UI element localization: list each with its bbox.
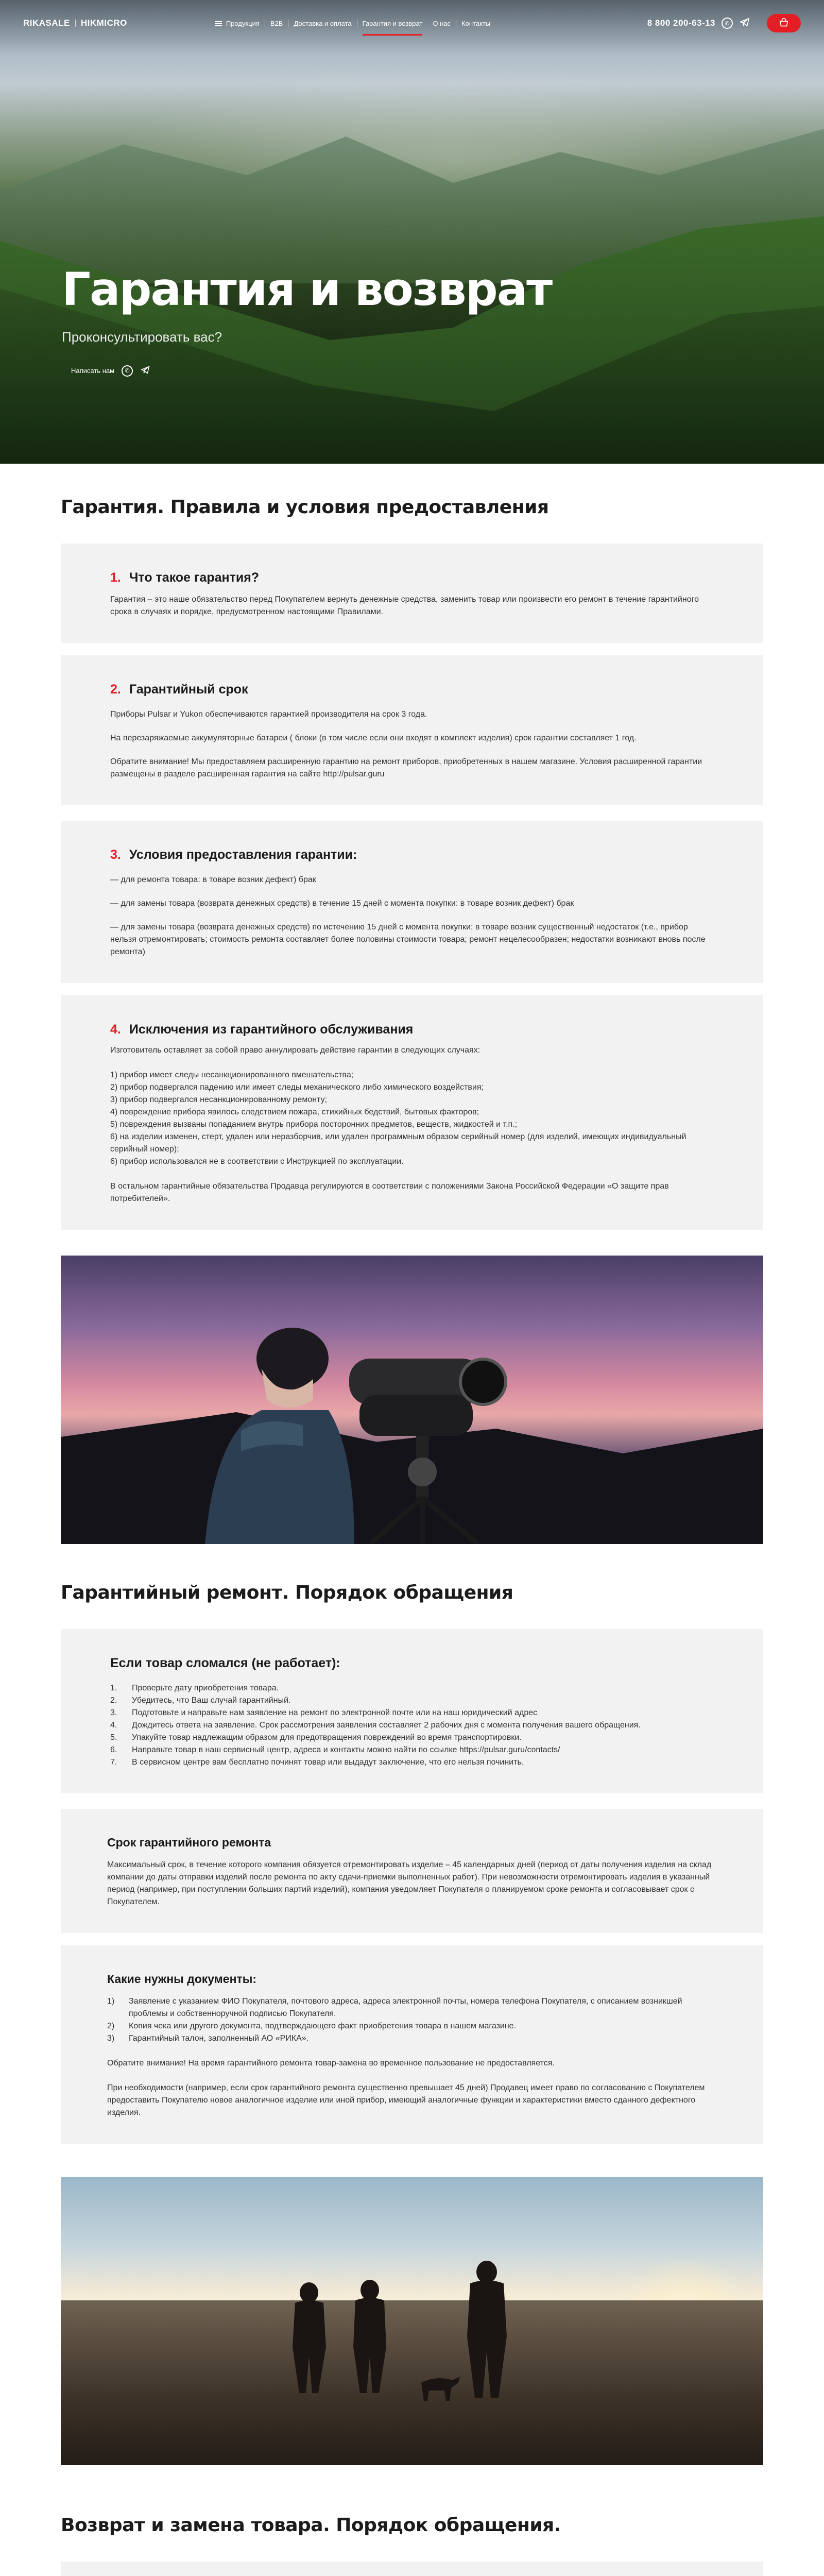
exclusion-item: 6) на изделии изменен, стерт, удален или неразборчив, или удален программным образом серийный номер (для изделий, имеющих индивидуальный серийный номер); bbox=[110, 1132, 686, 1154]
hero-banner bbox=[0, 0, 824, 464]
hero-whatsapp-icon[interactable]: ✆ bbox=[122, 365, 133, 377]
exclusion-item: 1) прибор имеет следы несанкционированного вмешательства; bbox=[110, 1071, 354, 1079]
warranty-section bbox=[61, 464, 763, 1230]
card-4-number: 4. bbox=[110, 1022, 121, 1037]
logo-rikasale: RIKASALE bbox=[23, 18, 70, 28]
broken-card bbox=[61, 1629, 763, 1793]
list-item: 5. Упакуйте товар надлежащим образом для предотвращения повреждений во время транспортировки. bbox=[110, 1732, 714, 1744]
repair-term-title-text: Срок гарантийного ремонта bbox=[107, 1836, 271, 1849]
warranty-card-2 bbox=[61, 655, 763, 805]
main-menu bbox=[210, 20, 495, 27]
burger-icon bbox=[215, 21, 222, 26]
logo-hikmicro: HIKMICRO bbox=[80, 18, 127, 28]
hero-telegram-icon[interactable] bbox=[140, 365, 150, 377]
repair-term-text: Максимальный срок, в течение которого компания обязуется отремонтировать изделие – 45 календарных дней (период от даты получения изделия на склад компании до даты отправки изделий после ремонта по акту сдачи-приемки выполненных работ). При невозможности отремонтировать изделия в указанный период (например, при поступлении больших партий изделий), компания уведомляет Покупателя о планируемом сроке ремонта и согласовывает срок с Покупателем. bbox=[107, 1860, 712, 1906]
list-item: 6. Направьте товар в наш сервисный центр, адреса и контакты можно найти по ссылке https://pulsar.guru/contacts/ bbox=[110, 1744, 714, 1756]
list-item-text: Заявление с указанием ФИО Покупателя, почтового адреса, адреса электронной почты, номера телефона Покупателя, с описанием возникшей проблемы и собственноручной подписью Покупателя. bbox=[129, 1997, 682, 2018]
exclusion-item: 2) прибор подвергался падению или имеет следы механического либо химического воздействия; bbox=[110, 1083, 484, 1092]
list-item-text: Дождитесь ответа на заявление. Срок рассмотрения заявления составляет 2 рабочих дня с момента получения вашего обращения. bbox=[132, 1721, 641, 1730]
page-title: Гарантия и возврат bbox=[62, 263, 552, 316]
list-item-text: В сервисном центре вам бесплатно починят товар или выдадут заключение, что его нельзя починить. bbox=[132, 1758, 524, 1767]
hunters-photo bbox=[61, 2177, 763, 2465]
exclusions-list bbox=[110, 1069, 714, 1168]
menu-item-contacts[interactable]: Контакты bbox=[456, 20, 495, 27]
card-4-heading bbox=[110, 1022, 714, 1037]
list-item: 1. Проверьте дату приобретения товара. bbox=[110, 1682, 714, 1694]
warranty-card-1 bbox=[61, 544, 763, 643]
list-item-text: Подготовьте и направьте нам заявление на ремонт по электронной почте или на наш юридический адрес bbox=[132, 1708, 538, 1717]
list-item: 3. Подготовьте и направьте нам заявление на ремонт по электронной почте или на наш юридический адрес bbox=[110, 1707, 714, 1719]
main-content bbox=[61, 464, 763, 2576]
phone-link[interactable]: 8 800 200-63-13 bbox=[647, 18, 715, 28]
binocular-scope bbox=[339, 1348, 524, 1544]
card-3-text-2: — для замены товара (возврата денежных средств) в течение 15 дней с момента покупки: в товаре возник дефект) брак bbox=[110, 899, 574, 908]
observer-photo bbox=[61, 1256, 763, 1544]
menu-item-warranty[interactable]: Гарантия и возврат bbox=[357, 20, 428, 27]
man-figure bbox=[184, 1297, 359, 1544]
list-item: 2. Убедитесь, что Ваш случай гарантийный. bbox=[110, 1694, 714, 1707]
card-2-text-3: Обратите внимание! Мы предоставляем расширенную гарантию на ремонт приборов, приобретенных в нашем магазине. Условия расширенной гарантии размещены в разделе расширенная гарантия на сайте http://pulsar.guru bbox=[110, 757, 702, 778]
list-item: 1) Заявление с указанием ФИО Покупателя, почтового адреса, адреса электронной почты, номера телефона Покупателя, с описанием возникшей проблемы и собственноручной подписью Покупателя. bbox=[107, 1995, 714, 2020]
broken-card-title-text: Если товар сломался (не работает): bbox=[110, 1656, 340, 1670]
repair-section bbox=[61, 1544, 763, 2144]
exclusion-item: 5) повреждения вызваны попаданием внутрь прибора посторонних предметов, веществ, жидкостей и т.п.; bbox=[110, 1120, 518, 1129]
card-1-title: Что такое гарантия? bbox=[129, 570, 260, 585]
card-1-number: 1. bbox=[110, 570, 121, 585]
list-item: 3) Гарантийный талон, заполненный АО «РИКА». bbox=[107, 2032, 714, 2045]
menu-item-products[interactable] bbox=[210, 20, 265, 27]
list-item: 7. В сервисном центре вам бесплатно починят товар или выдадут заключение, что его нельзя починить. bbox=[110, 1756, 714, 1769]
cart-icon bbox=[778, 18, 789, 29]
exclusion-item: 4) повреждение прибора явилось следствием пожара, стихийных бедствий, бытовых факторов; bbox=[110, 1108, 479, 1116]
hero-contact-actions bbox=[71, 365, 552, 377]
exclusion-item: 3) прибор подвергался несанкционированному ремонту; bbox=[110, 1095, 328, 1104]
broken-card-title bbox=[110, 1656, 714, 1671]
card-4-title: Исключения из гарантийного обслуживания bbox=[129, 1022, 414, 1037]
top-nav bbox=[0, 0, 824, 46]
nav-right bbox=[647, 14, 801, 32]
card-2-title: Гарантийный срок bbox=[129, 682, 248, 697]
documents-note: Обратите внимание! На время гарантийного ремонта товар-замена во временное пользование не предоставляется. bbox=[107, 2059, 555, 2067]
returns-card bbox=[61, 2562, 763, 2576]
returns-section bbox=[61, 2465, 763, 2576]
card-2-heading bbox=[110, 682, 714, 697]
list-item-text: Гарантийный талон, заполненный АО «РИКА». bbox=[129, 2034, 309, 2043]
card-3-heading bbox=[110, 848, 714, 862]
card-2-text-2: На перезаряжаемые аккумуляторные батареи ( блоки (в том числе если они входят в комплект изделия) срок гарантии составляет 1 год. bbox=[110, 734, 637, 742]
telegram-icon[interactable] bbox=[739, 16, 750, 30]
card-2-number: 2. bbox=[110, 682, 121, 697]
documents-card bbox=[61, 1945, 763, 2144]
list-item-text: Проверьте дату приобретения товара. bbox=[132, 1684, 279, 1692]
exclusion-item: 6) прибор использовался не в соответствии с Инструкцией по эксплуатации. bbox=[110, 1157, 404, 1166]
list-item-text[interactable]: Направьте товар в наш сервисный центр, адреса и контакты можно найти по ссылке https://pulsar.guru/contacts/ bbox=[132, 1745, 560, 1754]
list-item: 4. Дождитесь ответа на заявление. Срок рассмотрения заявления составляет 2 рабочих дня с момента получения вашего обращения. bbox=[110, 1719, 714, 1732]
warranty-section-title: Гарантия. Правила и условия предоставления bbox=[61, 497, 549, 518]
documents-title bbox=[107, 1972, 714, 1986]
card-1-text: Гарантия – это наше обязательство перед Покупателем вернуть денежные средства, заменить товар или произвести его ремонт в течение гарантийного срока в случаях и порядке, предусмотренном настоящими Правилами. bbox=[110, 595, 699, 616]
list-item-text: Упакуйте товар надлежащим образом для предотвращения повреждений во время транспортировки. bbox=[132, 1733, 522, 1742]
card-3-text-1: — для ремонта товара: в товаре возник дефект) брак bbox=[110, 875, 316, 884]
card-3-title: Условия предоставления гарантии: bbox=[129, 848, 357, 862]
cart-button[interactable] bbox=[767, 14, 801, 32]
warranty-card-3 bbox=[61, 821, 763, 983]
list-item-text: Убедитесь, что Ваш случай гарантийный. bbox=[132, 1696, 291, 1705]
broken-steps bbox=[110, 1682, 714, 1769]
repair-section-title: Гарантийный ремонт. Порядок обращения bbox=[61, 1582, 513, 1603]
documents-title-text: Какие нужны документы: bbox=[107, 1972, 257, 1986]
card-3-number: 3. bbox=[110, 848, 121, 862]
card-4-outro: В остальном гарантийные обязательства Продавца регулируются в соответствии с положениями Закона Российской Федерации «О защите прав потребителей». bbox=[110, 1182, 669, 1203]
repair-term-title bbox=[107, 1836, 714, 1850]
whatsapp-icon[interactable]: ✆ bbox=[722, 18, 733, 29]
list-item-text: Копия чека или другого документа, подтверждающего факт приобретения товара в нашем магазине. bbox=[129, 2022, 517, 2030]
hunters-silhouettes bbox=[61, 2177, 763, 2465]
menu-item-delivery[interactable]: Доставка и оплата bbox=[288, 20, 356, 27]
documents-note-2: При необходимости (например, если срок гарантийного ремонта существенно превышает 45 дней) Продавец имеет право по согласованию с Покупателем предоставить Покупателю новое аналогичное изделие или иной прибор, имеющий аналогичные функции и характеристики вместо сданного дефектного изделия. bbox=[107, 2083, 705, 2117]
site-logo[interactable] bbox=[23, 18, 127, 28]
documents-list bbox=[107, 1995, 714, 2045]
card-2-text-1: Приборы Pulsar и Yukon обеспечиваются гарантией производителя на срок 3 года. bbox=[110, 710, 427, 719]
menu-item-about[interactable]: О нас bbox=[433, 19, 451, 27]
repair-term-card bbox=[61, 1809, 763, 1933]
card-1-heading bbox=[110, 570, 714, 585]
menu-item-products-label: Продукция bbox=[226, 19, 260, 27]
card-3-text-3: — для замены товара (возврата денежных средств) по истечению 15 дней с момента покупки: в товаре возник существенный недостаток (т.е., прибор нельзя отремонтировать; стоимость ремонта составляет более половины стоимости товара; ремонт нецелесообразен; недостатки возникают вновь после ремонта) bbox=[110, 923, 706, 956]
returns-section-title: Возврат и замена товара. Порядок обращения. bbox=[61, 2515, 561, 2536]
menu-item-b2b[interactable]: B2B bbox=[265, 20, 288, 27]
write-us-link[interactable]: Написать нам bbox=[71, 367, 115, 375]
list-item: 2) Копия чека или другого документа, подтверждающего факт приобретения товара в нашем магазине. bbox=[107, 2020, 714, 2032]
hero-subtitle: Проконсультировать вас? bbox=[62, 329, 222, 345]
logo-divider bbox=[75, 20, 76, 27]
hero-content bbox=[62, 263, 552, 377]
card-4-intro: Изготовитель оставляет за собой право аннулировать действие гарантии в следующих случаях: bbox=[110, 1046, 480, 1055]
warranty-card-4 bbox=[61, 995, 763, 1230]
